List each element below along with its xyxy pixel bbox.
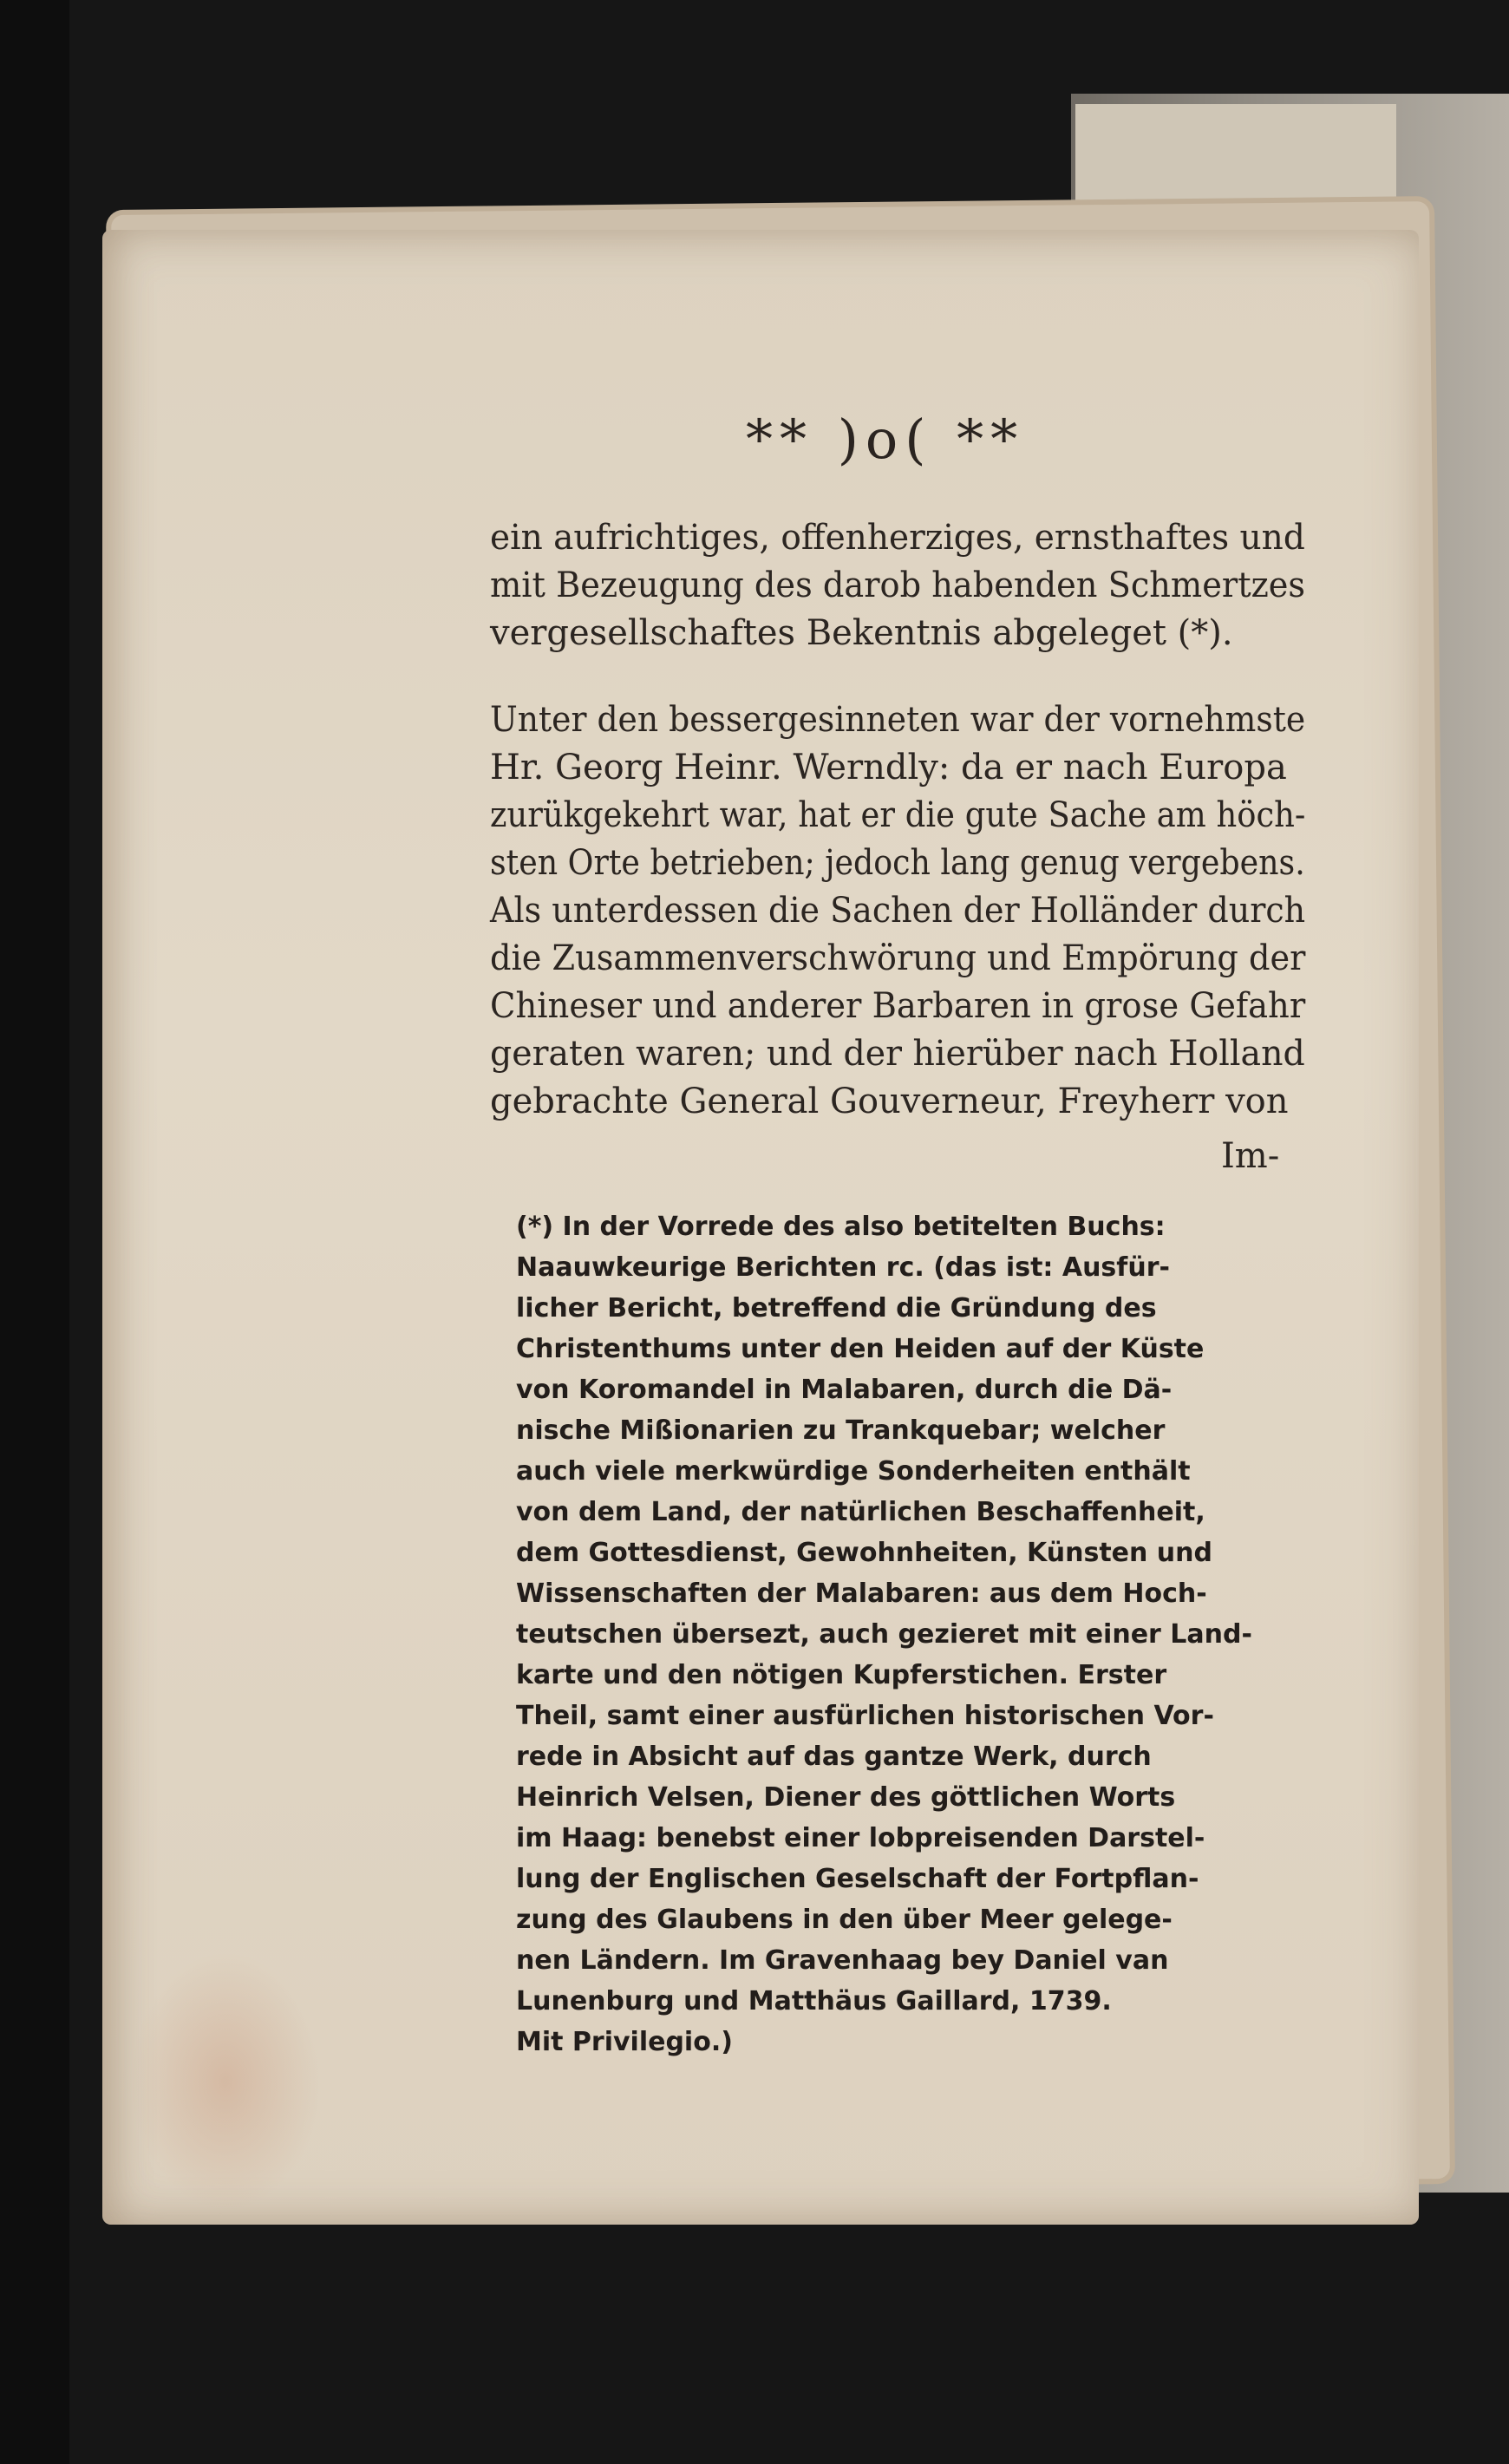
text-line: zurükgekehrt war, hat er die gute Sache am höch- [490,795,1306,835]
text-line: geraten waren; und der hierüber nach Holland [490,1034,1305,1074]
text-line: ein aufrichtiges, offenherziges, ernsthaftes und [490,518,1305,558]
paragraph-2 [490,700,1306,1132]
background-shadow [0,0,69,2464]
text-line: Als unterdessen die Sachen der Holländer durch [490,891,1306,931]
footnote [516,1214,1305,2070]
footnote-line: von dem Land, der natürlichen Beschaffenheit, [516,1497,1205,1527]
footnote-line: Naauwkeurige Berichten rc. (das ist: Ausfür- [516,1252,1170,1283]
footnote-line: (*) In der Vorrede des also betitelten Buchs: [516,1212,1166,1242]
footnote-line: Wissenschaften der Malabaren: aus dem Hoch- [516,1578,1207,1609]
footnote-line: nen Ländern. Im Gravenhaag bey Daniel van [516,1945,1169,1976]
text-line: Hr. Georg Heinr. Werndly: da er nach Europa [490,748,1287,788]
text-line: die Zusammenverschwörung und Empörung der [490,938,1306,978]
footnote-line: Theil, samt einer ausfürlichen historischen Vor- [516,1701,1214,1731]
footnote-line: karte und den nötigen Kupferstichen. Erster [516,1660,1167,1690]
footnote-line: von Koromandel in Malabaren, durch die Dä- [516,1375,1173,1405]
text-line: Unter den bessergesinneten war der vornehmste [490,700,1306,740]
footnote-line: auch viele merkwürdige Sonderheiten enthält [516,1456,1191,1487]
footnote-line: licher Bericht, betreffend die Gründung des [516,1293,1157,1324]
footnote-line: im Haag: benebst einer lobpreisenden Darstel- [516,1823,1205,1853]
text-line: mit Bezeugung des darob habenden Schmertzes [490,565,1306,605]
page-header-ornament: ** )o( ** [746,408,1025,471]
footnote-line: teutschen übersezt, auch gezieret mit einer Land- [516,1619,1252,1650]
footnote-line: Heinrich Velsen, Diener des göttlichen Worts [516,1782,1176,1813]
footnote-line: zung des Glaubens in den über Meer gelege- [516,1905,1173,1935]
page-stain [130,1951,321,2212]
paragraph-1 [490,520,1305,663]
footnote-line: Christenthums unter den Heiden auf der Küste [516,1334,1205,1364]
catchword: Im- [1221,1136,1280,1176]
text-line: gebrachte General Gouverneur, Freyherr von [490,1082,1289,1121]
footnote-line: dem Gottesdienst, Gewohnheiten, Künsten und [516,1538,1212,1568]
footnote-line: rede in Absicht auf das gantze Werk, durch [516,1742,1152,1772]
footnote-line: lung der Englischen Geselschaft der Fortpflan- [516,1864,1199,1894]
footnote-line: Mit Privilegio.) [516,2027,733,2057]
text-line: sten Orte betrieben; jedoch lang genug vergebens. [490,843,1305,883]
text-line: Chineser und anderer Barbaren in grose Gefahr [490,986,1306,1026]
footnote-line: nische Mißionarien zu Trankquebar; welcher [516,1415,1166,1446]
text-line: vergesellschaftes Bekentnis abgeleget (*). [490,613,1233,653]
footnote-line: Lunenburg und Matthäus Gaillard, 1739. [516,1986,1112,2016]
